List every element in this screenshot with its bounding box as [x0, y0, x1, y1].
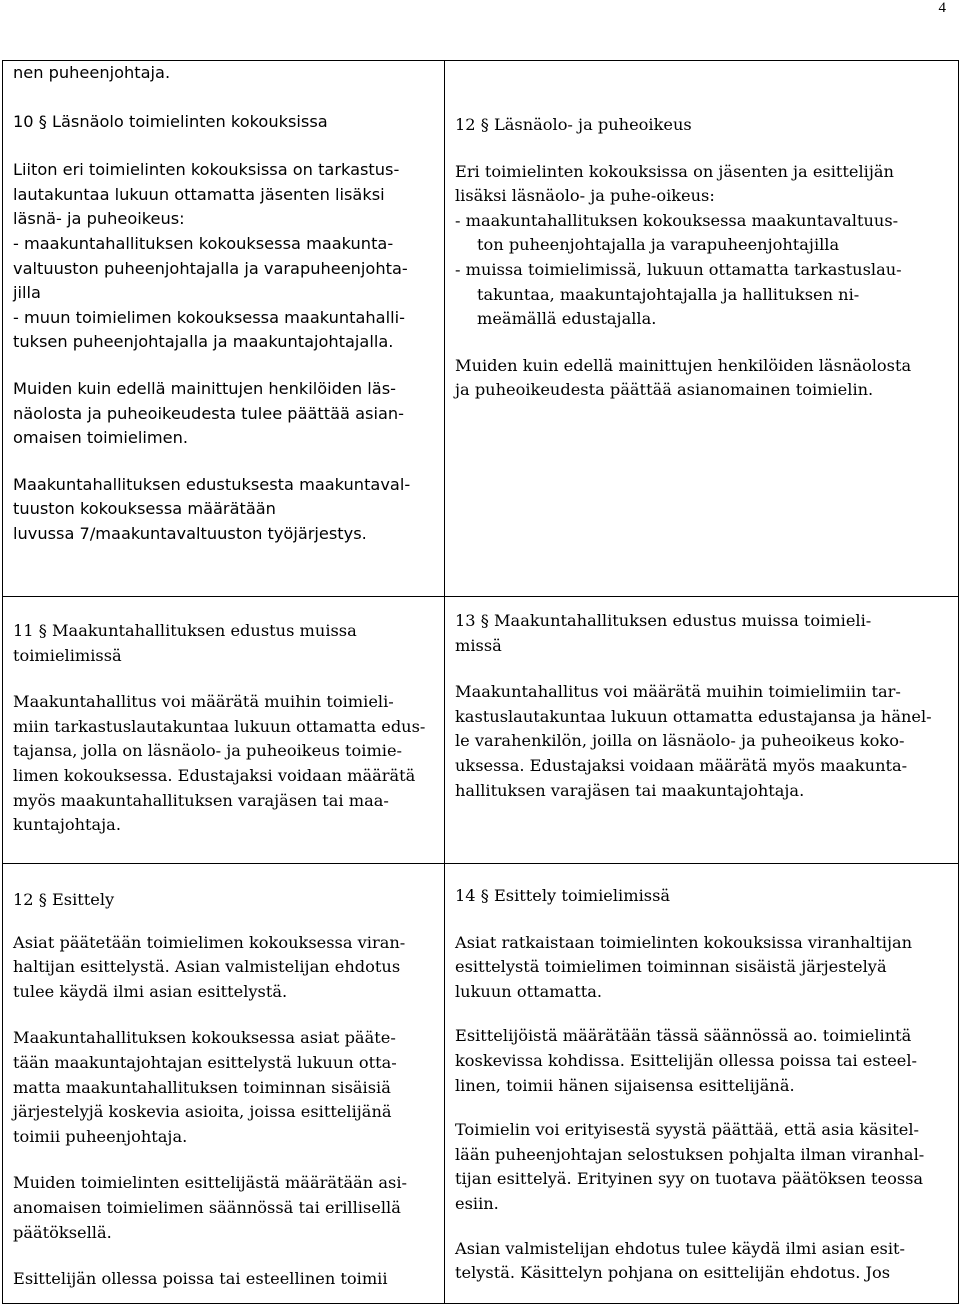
- paragraph: Esittelijöistä määrätään tässä säännössä ao. toimielintä koskevissa kohdissa. Esittelijän ollessa poissa tai esteel- linen, toimii hänen sijaisensa esittelijänä.: [455, 1026, 918, 1095]
- paragraph: Asiat päätetään toimielimen kokouksessa viran- haltijan esittelystä. Asian valmistelijan ehdotus tulee käydä ilmi asian esittelystä.: [13, 932, 406, 1001]
- lead-text: nen puheenjohtaja.: [13, 63, 171, 82]
- section-heading: 13 § Maakuntahallituksen edustus muissa toimieli- missä: [455, 611, 872, 655]
- paragraph: Esittelijän ollessa poissa tai esteellinen toimii: [13, 1269, 388, 1289]
- new-rules-cell: [445, 61, 959, 597]
- section-heading: 12 § Esittely: [13, 890, 115, 909]
- section-heading: 11 § Maakuntahallituksen edustus muissa toimielimissä: [13, 621, 357, 665]
- paragraph: Maakuntahallituksen kokouksessa asiat pääte- tään maakuntajohtajan esittelystä lukuun otta- matta maakuntahallituksen toiminnan sisäisiä järjestelyjä koskevia asioita, joissa esittelijänä toimii puheenjohtaja.: [13, 1028, 397, 1146]
- list-item: - maakuntahallituksen kokouksessa maakuntavaltuus- ton puheenjohtajalla ja varapuheenjohtajilla: [455, 210, 899, 255]
- paragraph: Muiden toimielinten esittelijästä määrätään asi- anomaisen toimielimen säännössä tai erillisellä päätöksellä.: [13, 1173, 407, 1242]
- table-row: [3, 864, 959, 1304]
- new-rules-cell: [445, 597, 959, 864]
- section-heading: 12 § Läsnäolo- ja puheoikeus: [455, 115, 692, 134]
- comparison-table: [2, 60, 959, 1304]
- table-row: [3, 61, 959, 597]
- old-rules-cell: [3, 61, 445, 597]
- old-rules-cell: [3, 864, 445, 1304]
- new-rules-cell: [445, 864, 959, 1304]
- old-rules-cell: [3, 597, 445, 864]
- list-item: - muissa toimielimissä, lukuun ottamatta tarkastuslau- takuntaa, maakuntajohtajalla ja hallituksen ni- meämällä edustajalla.: [455, 259, 902, 329]
- paragraph: Maakuntahallitus voi määrätä muihin toimielimiin tar- kastuslautakuntaa lukuun ottamatta edustajansa ja hänel- le varahenkilön, joilla on läsnäolo- ja puheoikeus koko- uksessa. Edustajaksi voidaan määrätä myös maakunta- hallituksen varajäsen tai maakuntajohtaja.: [455, 682, 932, 800]
- page-number: 4: [938, 0, 946, 16]
- paragraph: Toimielin voi erityisestä syystä päättää, että asia käsitel- lään puheenjohtajan selostuksen pohjalta ilman viranhal- tijan esittelyä. Erityinen syy on tuotava päätöksen teossa esiin.: [455, 1120, 925, 1213]
- paragraph: Muiden kuin edellä mainittujen henkilöiden läsnäolosta ja puheoikeudesta päättää asianomainen toimielin.: [455, 355, 912, 400]
- paragraph: Maakuntahallituksen edustuksesta maakuntaval- tuuston kokouksessa määrätään luvussa 7/maakuntavaltuuston työjärjestys.: [13, 474, 411, 543]
- paragraph: Muiden kuin edellä mainittujen henkilöiden läs- näolosta ja puheoikeudesta tulee päättää asian- omaisen toimielimen.: [13, 378, 404, 448]
- paragraph: Asiat ratkaistaan toimielinten kokouksissa viranhaltijan esittelystä toimielimen toiminnan sisäistä järjestelyä lukuun ottamatta.: [455, 932, 913, 1001]
- paragraph: Maakuntahallitus voi määrätä muihin toimieli- miin tarkastuslautakuntaa lukuun ottamatta edus- tajansa, jolla on läsnäolo- ja puheoikeus toimie- limen kokouksessa. Edustajaksi voidaan määrätä myös maakuntahallituksen varajäsen tai maa- kuntajohtaja.: [13, 692, 426, 835]
- paragraph: Eri toimielinten kokouksissa on jäsenten ja esittelijän lisäksi läsnäolo- ja puhe-oikeus:: [455, 161, 894, 206]
- section-heading: 10 § Läsnäolo toimielinten kokouksissa: [13, 111, 328, 131]
- paragraph: Asian valmistelijan ehdotus tulee käydä ilmi asian esit- telystä. Käsittelyn pohjana on esittelijän ehdotus. Jos: [455, 1238, 905, 1283]
- table-row: [3, 597, 959, 864]
- paragraph: Liiton eri toimielinten kokouksissa on tarkastus- lautakuntaa lukuun ottamatta jäsenten lisäksi läsnä- ja puheoikeus: - maakuntahallituksen kokouksessa maakunta- valtuuston puheenjohtajalla ja varapuheenjohta- jilla - muun toimielimen kokouksessa maakuntahalli- tuksen puheenjohtajalla ja maakuntajohtajalla.: [13, 160, 408, 352]
- section-heading: 14 § Esittely toimielimissä: [455, 886, 671, 905]
